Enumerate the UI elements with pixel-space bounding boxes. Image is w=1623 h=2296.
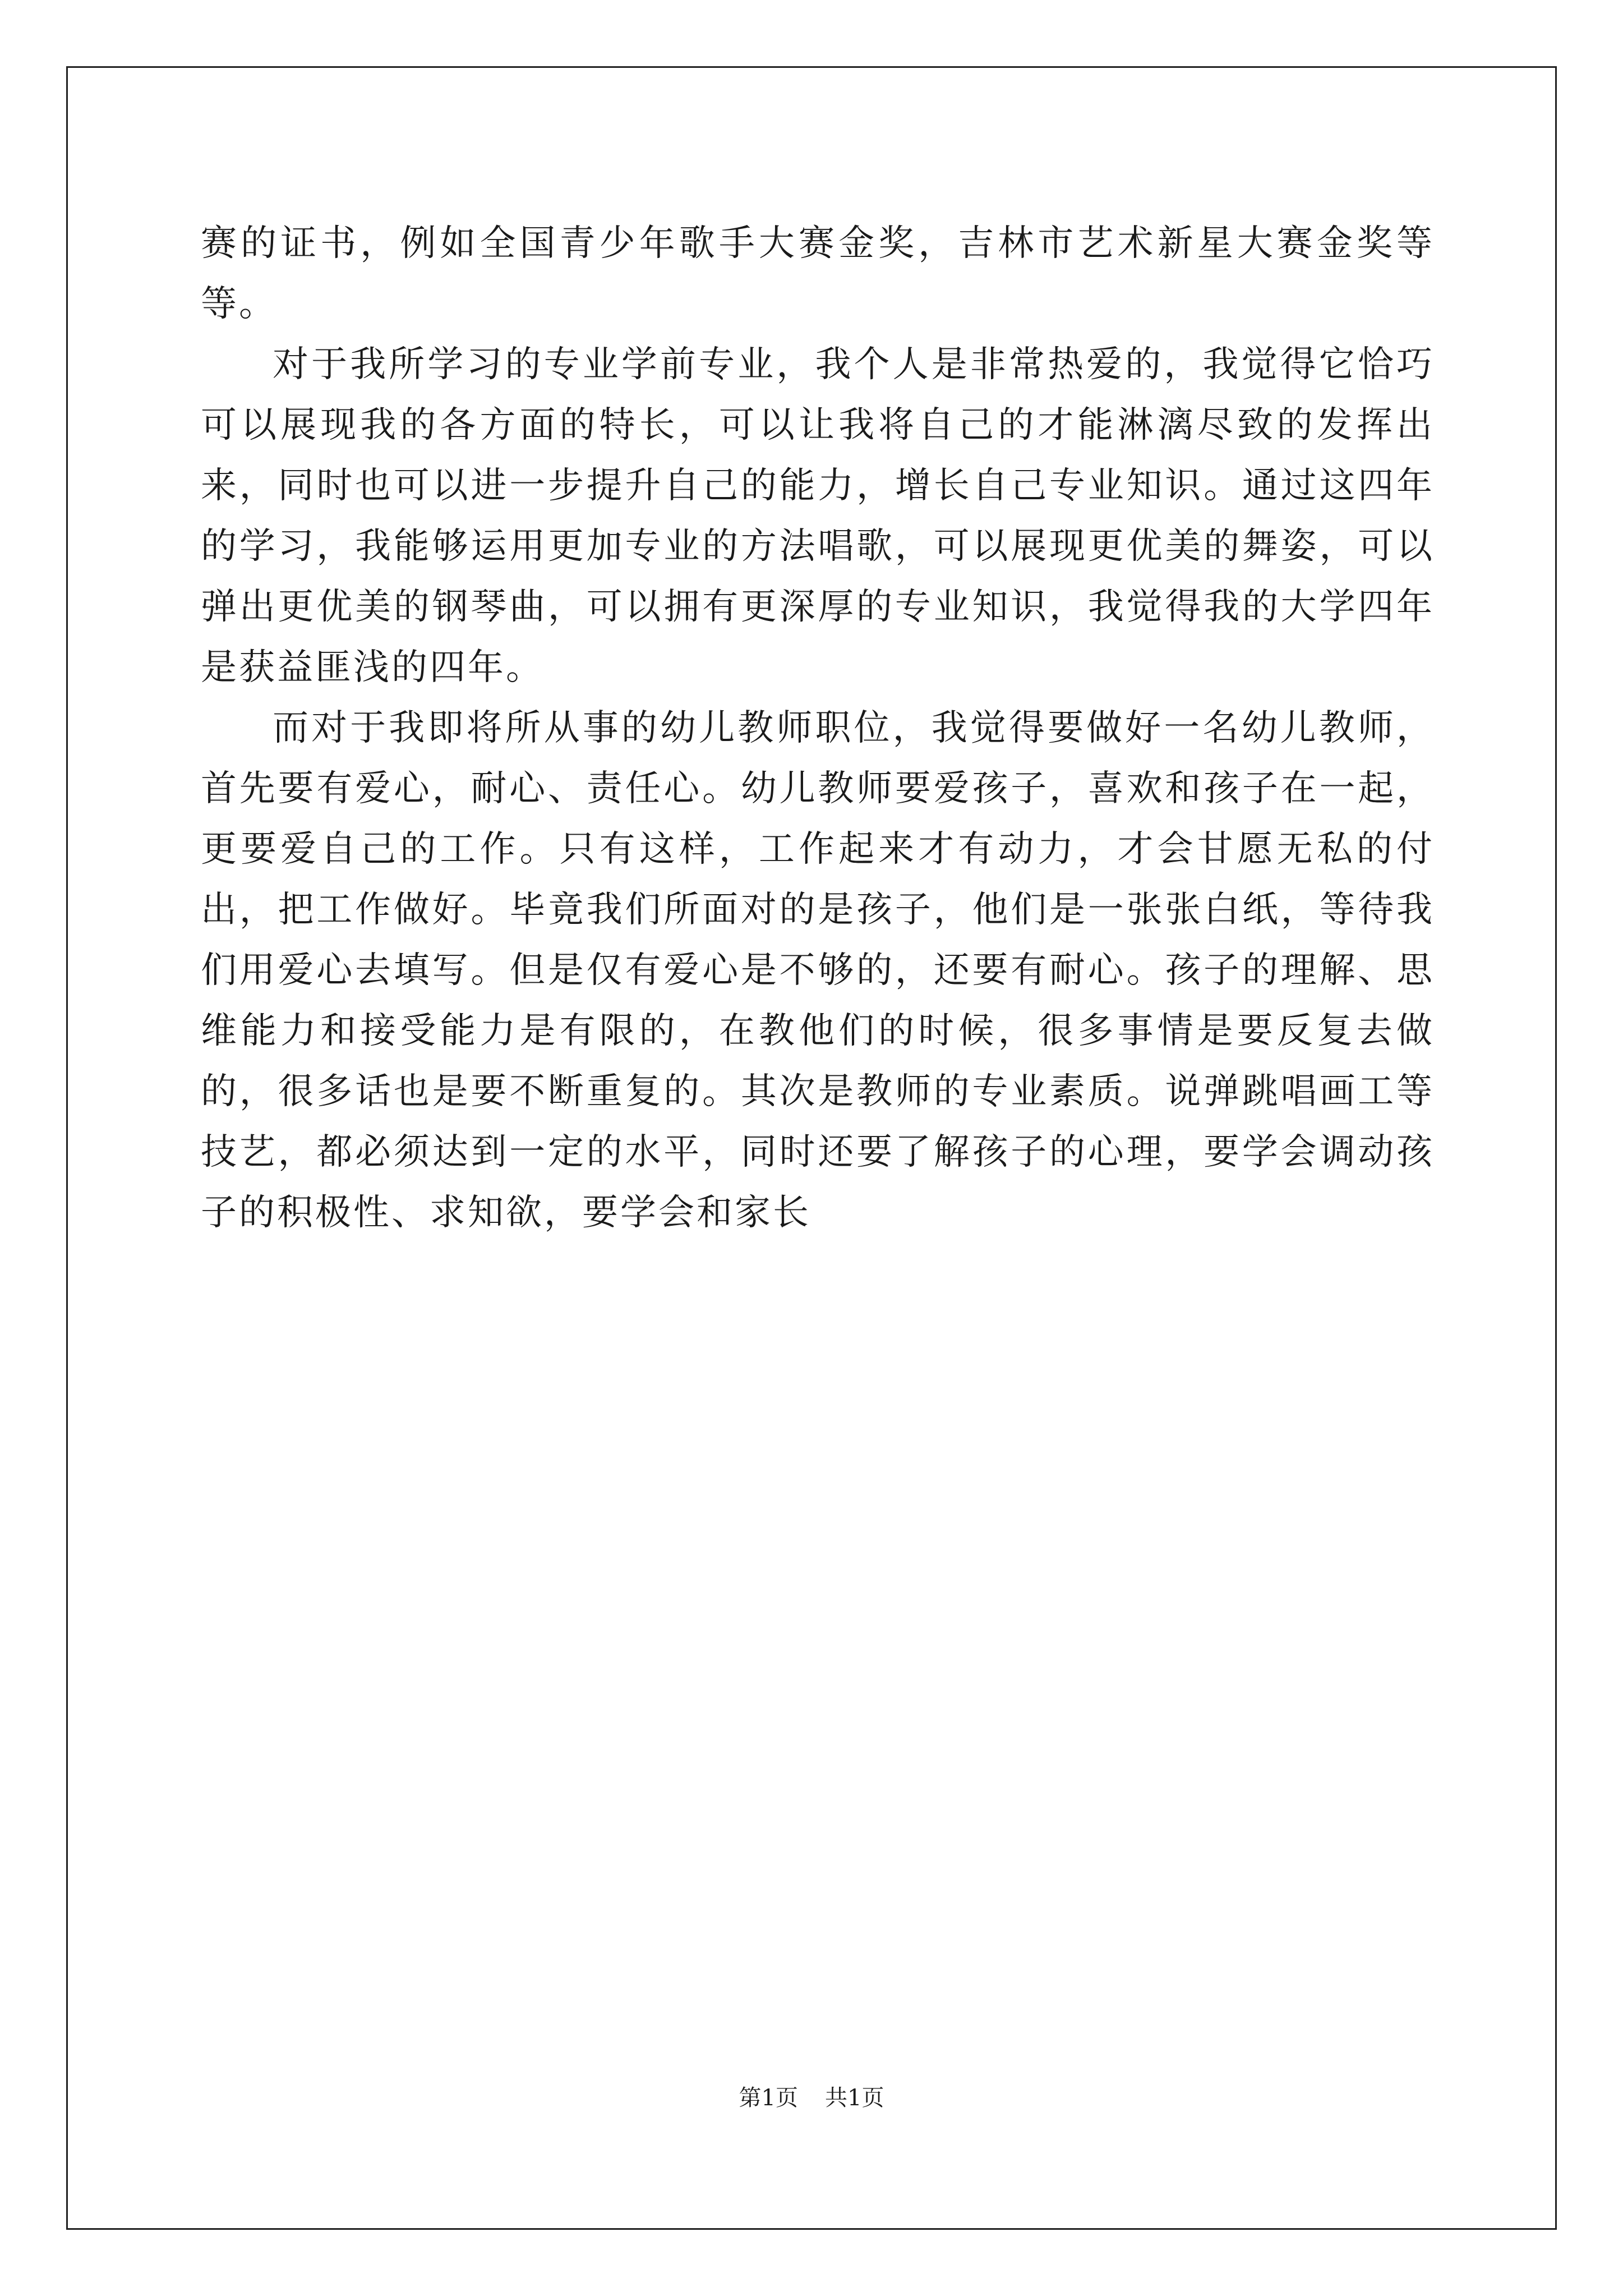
paragraph-2: 对于我所学习的专业学前专业，我个人是非常热爱的，我觉得它恰巧可以展现我的各方面的特长，可以让我将自己的才能淋漓尽致的发挥出来，同时也可以进一步提升自己的能力，增长自己专业知识。通过这四年的学习，我能够运用更加专业的方法唱歌，可以展现更优美的舞姿，可以弹出更优美的钢琴曲，可以拥有更深厚的专业知识，我觉得我的大学四年是获益匪浅的四年。 xyxy=(201,344,1435,688)
paragraph-3: 而对于我即将所从事的幼儿教师职位，我觉得要做好一名幼儿教师，首先要有爱心，耐心、责任心。幼儿教师要爱孩子，喜欢和孩子在一起，更要爱自己的工作。只有这样，工作起来才有动力，才会甘愿无私的付出，把工作做好。毕竟我们所面对的是孩子，他们是一张张白纸，等待我们用爱心去填写。但是仅有爱心是不够的，还要有耐心。孩子的理解、思维能力和接受能力是有限的，在教他们的时候，很多事情是要反复去做的，很多话也是要不断重复的。其次是教师的专业素质。说弹跳唱画工等技艺，都必须达到一定的水平，同时还要了解孩子的心理，要学会调动孩子的积极性、求知欲，要学会和家长 xyxy=(201,707,1435,1234)
page-footer xyxy=(0,2085,1623,2111)
document-body xyxy=(201,213,1435,1243)
page-total: 共1页 xyxy=(825,2085,884,2111)
page-number: 第1页 xyxy=(739,2085,798,2111)
paragraph-1: 赛的证书，例如全国青少年歌手大赛金奖，吉林市艺术新星大赛金奖等等。 xyxy=(201,223,1435,325)
